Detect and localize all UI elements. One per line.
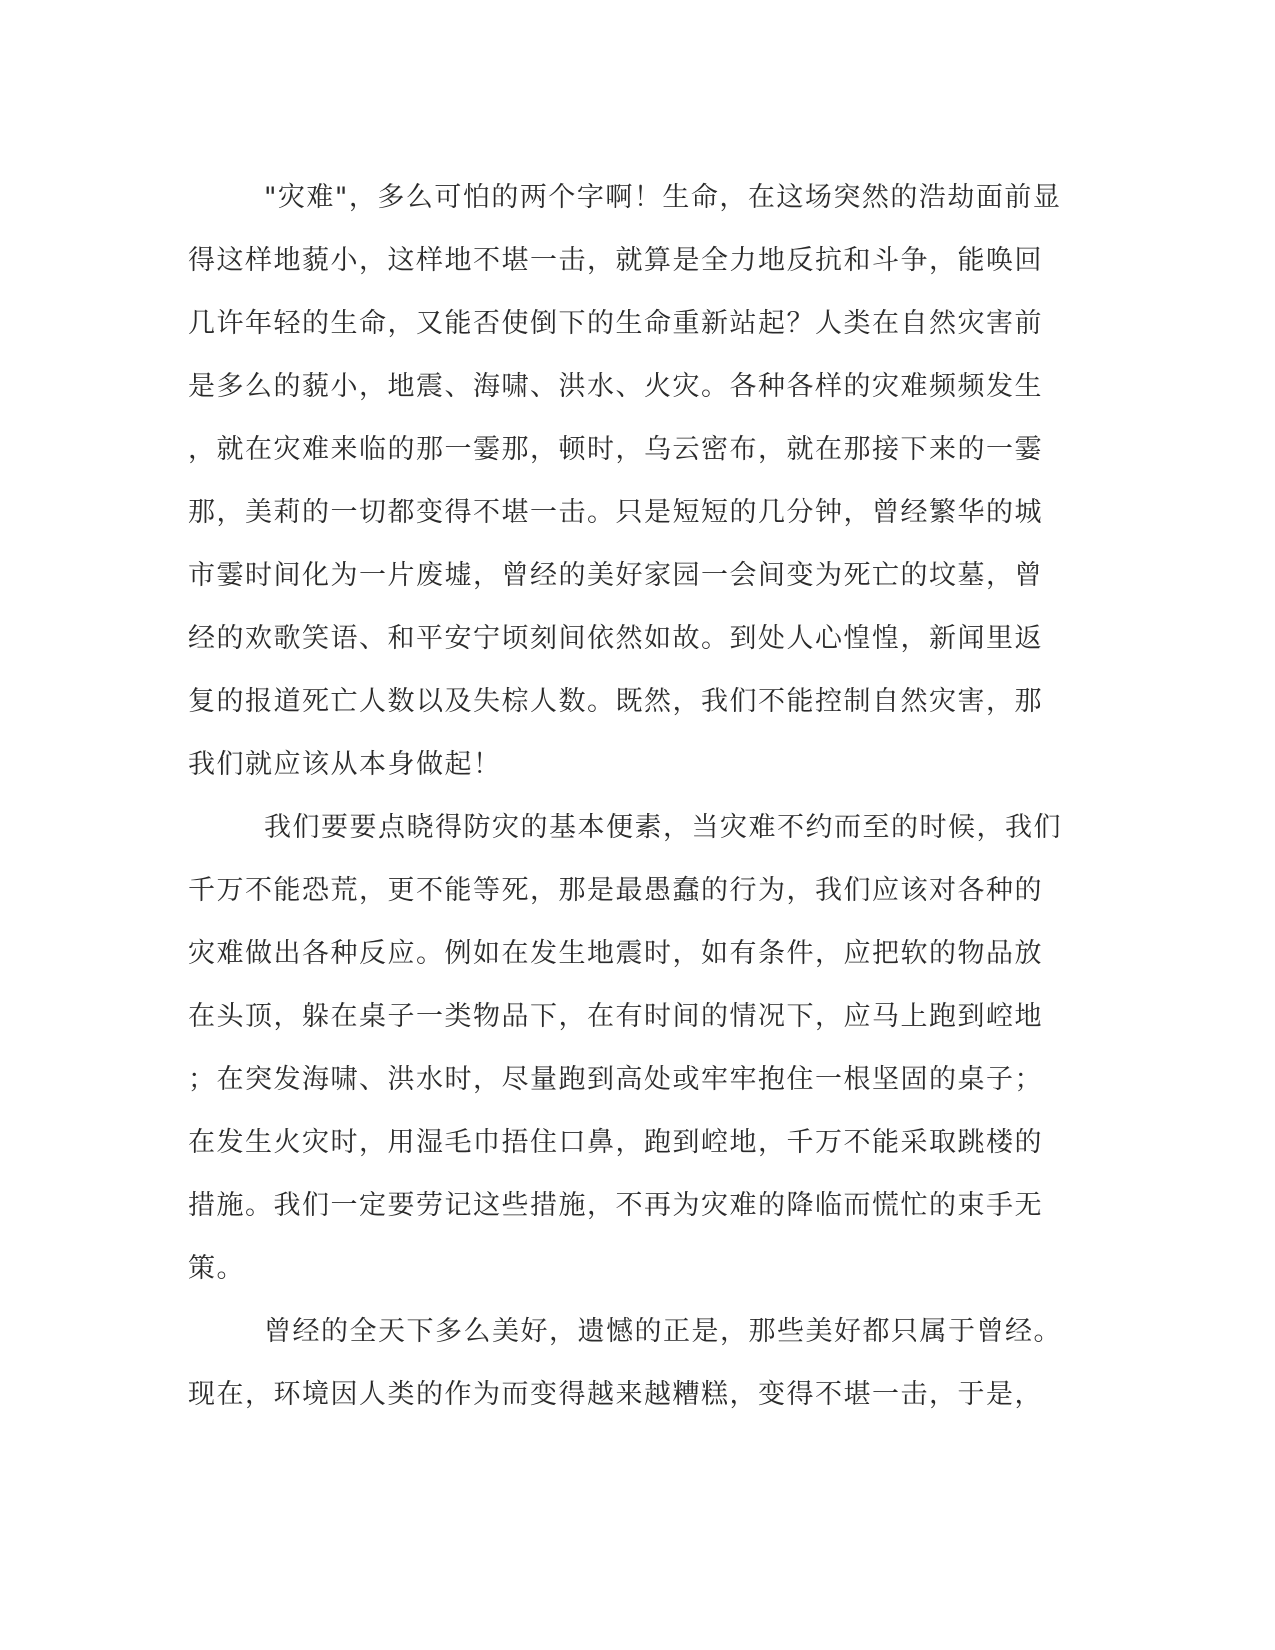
paragraph-line: 复的报道死亡人数以及失棕人数。既然，我们不能控制自然灾害，那	[188, 686, 1043, 717]
paragraph-line: 经的欢歌笑语、和平安宁顷刻间依然如故。到处人心惶惶，新闻里返	[188, 623, 1043, 654]
paragraph-line: 我们要要点晓得防灾的基本便素，当灾难不约而至的时候，我们	[264, 812, 1062, 843]
paragraph-2	[188, 796, 1068, 1300]
paragraph-line: 几许年轻的生命，又能否使倒下的生命重新站起？人类在自然灾害前	[188, 308, 1043, 339]
paragraph-line: 在发生火灾时，用湿毛巾捂住口鼻，跑到崆地，千万不能采取跳楼的	[188, 1127, 1043, 1158]
paragraph-line: 市霎时间化为一片废墟，曾经的美好家园一会间变为死亡的坟墓，曾	[188, 560, 1043, 591]
paragraph-line: 策。	[188, 1253, 245, 1284]
paragraph-line: 现在，环境因人类的作为而变得越来越糟糕，变得不堪一击，于是，	[188, 1379, 1043, 1410]
paragraph-1	[188, 166, 1068, 796]
paragraph-line: 那，美莉的一切都变得不堪一击。只是短短的几分钟，曾经繁华的城	[188, 497, 1043, 528]
paragraph-line: ；在突发海啸、洪水时，尽量跑到高处或牢牢抱住一根坚固的桌子；	[188, 1064, 1043, 1095]
paragraph-line: ，就在灾难来临的那一霎那，顿时，乌云密布，就在那接下来的一霎	[188, 434, 1043, 465]
paragraph-line: 千万不能恐荒，更不能等死，那是最愚蠢的行为，我们应该对各种的	[188, 875, 1043, 906]
paragraph-line: 灾难做出各种反应。例如在发生地震时，如有条件，应把软的物品放	[188, 938, 1043, 969]
paragraph-line: "灾难"，多么可怕的两个字啊！生命，在这场突然的浩劫面前显	[264, 182, 1062, 213]
paragraph-line: 曾经的全天下多么美好，遗憾的正是，那些美好都只属于曾经。	[264, 1316, 1062, 1347]
paragraph-line: 措施。我们一定要劳记这些措施，不再为灾难的降临而慌忙的束手无	[188, 1190, 1043, 1221]
paragraph-line: 我们就应该从本身做起！	[188, 749, 502, 780]
document-body	[188, 166, 1068, 1426]
paragraph-line: 得这样地藐小，这样地不堪一击，就算是全力地反抗和斗争，能唤回	[188, 245, 1043, 276]
paragraph-line: 在头顶，躲在桌子一类物品下，在有时间的情况下，应马上跑到崆地	[188, 1001, 1043, 1032]
paragraph-3	[188, 1300, 1068, 1426]
paragraph-line: 是多么的藐小，地震、海啸、洪水、火灾。各种各样的灾难频频发生	[188, 371, 1043, 402]
